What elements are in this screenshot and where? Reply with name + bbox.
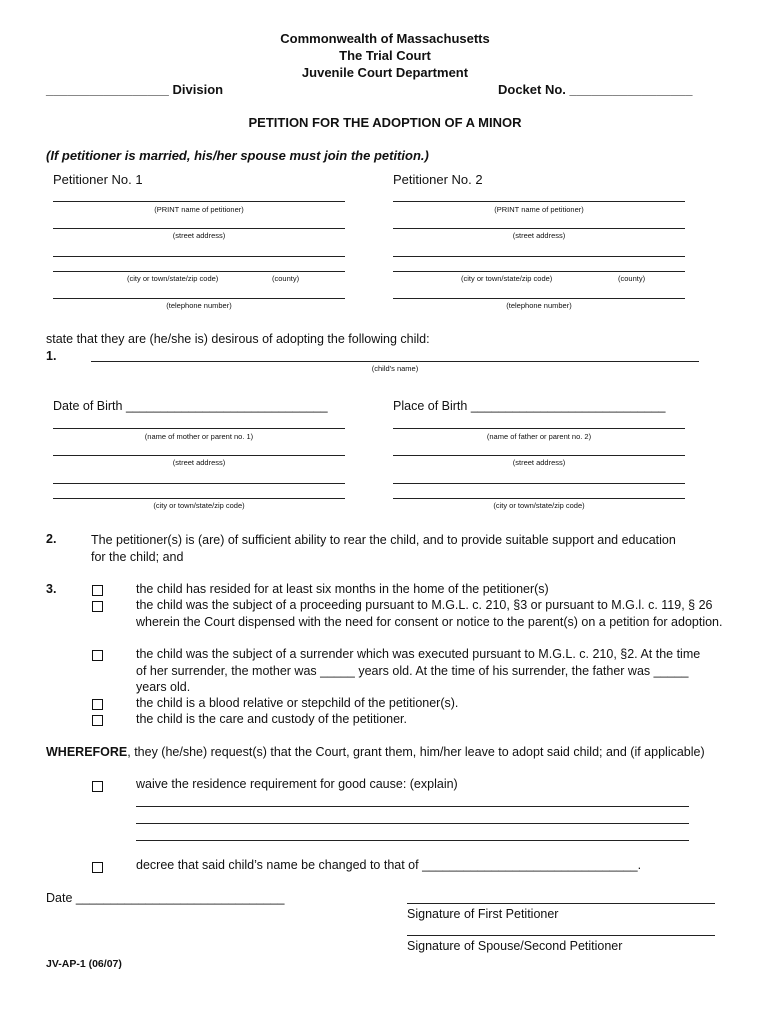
mother-city-caption: (city or town/state/zip code) bbox=[153, 501, 245, 510]
petitioner1-name-input[interactable] bbox=[53, 201, 345, 202]
child-name-input[interactable] bbox=[91, 361, 699, 362]
intro-statement: state that they are (he/she is) desirous of adopting the following child: bbox=[46, 332, 430, 346]
date-field[interactable]: Date ______________________________ bbox=[46, 891, 285, 905]
mother-name-input[interactable] bbox=[53, 428, 345, 429]
waive-residence-label: waive the residence requirement for good cause: (explain) bbox=[136, 777, 458, 791]
checkbox-custody[interactable] bbox=[92, 713, 103, 731]
checkbox-icon bbox=[92, 781, 103, 792]
checkbox-icon bbox=[92, 650, 103, 661]
place-of-birth-field[interactable]: Place of Birth ____________________________ bbox=[393, 399, 666, 413]
checkbox-name-change[interactable] bbox=[92, 860, 103, 878]
father-city-caption: (city or town/state/zip code) bbox=[493, 501, 585, 510]
second-signature-line[interactable] bbox=[407, 935, 715, 936]
petitioner2-street-input[interactable] bbox=[393, 228, 685, 229]
father-city-input[interactable] bbox=[393, 498, 685, 499]
petitioner1-phone-input[interactable] bbox=[53, 298, 345, 299]
petitioner2-city-input[interactable] bbox=[393, 271, 685, 272]
father-street-caption: (street address) bbox=[512, 458, 566, 467]
checkbox-icon bbox=[92, 585, 103, 596]
petitioner2-phone-input[interactable] bbox=[393, 298, 685, 299]
docket-field[interactable]: Docket No. _________________ bbox=[498, 82, 693, 97]
checkbox-proceeding[interactable] bbox=[92, 599, 103, 617]
petitioner2-phone-caption: (telephone number) bbox=[506, 301, 572, 310]
mother-street-input[interactable] bbox=[53, 455, 345, 456]
division-field[interactable]: _________________ Division bbox=[46, 82, 224, 97]
child-name-caption: (child's name) bbox=[371, 364, 419, 373]
page-title: PETITION FOR THE ADOPTION OF A MINOR bbox=[248, 115, 522, 130]
wherefore-clause bbox=[46, 744, 726, 761]
father-street-input[interactable] bbox=[393, 455, 685, 456]
mother-street-caption: (street address) bbox=[172, 458, 226, 467]
father-name-input[interactable] bbox=[393, 428, 685, 429]
checkbox-surrender[interactable] bbox=[92, 648, 103, 666]
father-address-line2-input[interactable] bbox=[393, 483, 685, 484]
petitioner2-street-caption: (street address) bbox=[512, 231, 566, 240]
explain-line-1[interactable] bbox=[136, 806, 689, 807]
petitioner1-street-caption: (street address) bbox=[172, 231, 226, 240]
option-custody: the child is the care and custody of the petitioner. bbox=[136, 712, 408, 726]
father-name-caption: (name of father or parent no. 2) bbox=[486, 432, 592, 441]
item2-text: The petitioner(s) is (are) of sufficient ability to rear the child, and to provide suitable support and education for the child; and bbox=[91, 533, 676, 564]
petitioner2-name-input[interactable] bbox=[393, 201, 685, 202]
explain-line-2[interactable] bbox=[136, 823, 689, 824]
checkbox-icon bbox=[92, 862, 103, 873]
option-resided: the child has resided for at least six months in the home of the petitioner(s) bbox=[136, 582, 549, 596]
header-line3: Juvenile Court Department bbox=[301, 65, 469, 80]
wherefore-lead: WHEREFORE bbox=[46, 745, 128, 759]
petitioner1-heading: Petitioner No. 1 bbox=[53, 172, 143, 187]
mother-name-caption: (name of mother or parent no. 1) bbox=[144, 432, 254, 441]
item1-number: 1. bbox=[46, 349, 57, 363]
petitioner2-county-caption: (county) bbox=[618, 274, 646, 283]
first-signature-label: Signature of First Petitioner bbox=[407, 907, 559, 921]
wherefore-text: , they (he/she) request(s) that the Court, grant them, him/her leave to adopt said child; and (if applicable) bbox=[127, 745, 705, 759]
checkbox-icon bbox=[92, 601, 103, 612]
checkbox-waive-residence[interactable] bbox=[92, 779, 103, 797]
mother-address-line2-input[interactable] bbox=[53, 483, 345, 484]
petitioner2-name-caption: (PRINT name of petitioner) bbox=[494, 205, 584, 214]
second-signature-label: Signature of Spouse/Second Petitioner bbox=[407, 939, 623, 953]
option-surrender: the child was the subject of a surrender which was executed pursuant to M.G.L. c. 210, §2. At the time of her surrender, the mother was _____ years old. At the time of his surrender, the father was _____ years old. bbox=[136, 647, 701, 694]
petitioner1-name-caption: (PRINT name of petitioner) bbox=[154, 205, 244, 214]
form-id: JV-AP-1 (06/07) bbox=[46, 958, 122, 970]
petitioner1-street-input[interactable] bbox=[53, 228, 345, 229]
item3-number: 3. bbox=[46, 582, 57, 596]
name-change-field[interactable]: decree that said child’s name be changed to that of _______________________________. bbox=[136, 858, 642, 872]
header-line2: The Trial Court bbox=[339, 48, 431, 63]
petitioner1-county-caption: (county) bbox=[272, 274, 300, 283]
header-line1: Commonwealth of Massachusetts bbox=[280, 31, 490, 46]
petitioner2-city-caption: (city or town/state/zip code) bbox=[461, 274, 553, 283]
option-proceeding: the child was the subject of a proceeding pursuant to M.G.L. c. 210, §3 or pursuant to M.G.l. c. 119, § 26 wherein the Court dispensed with the need for consent or notice to the parent(s) on a petition for adoption. bbox=[136, 598, 723, 629]
petitioner1-city-caption: (city or town/state/zip code) bbox=[127, 274, 219, 283]
explain-line-3[interactable] bbox=[136, 840, 689, 841]
petitioner1-city-input[interactable] bbox=[53, 271, 345, 272]
mother-city-input[interactable] bbox=[53, 498, 345, 499]
first-signature-line[interactable] bbox=[407, 903, 715, 904]
petitioner1-address-line2-input[interactable] bbox=[53, 256, 345, 257]
date-of-birth-field[interactable]: Date of Birth _____________________________ bbox=[53, 399, 328, 413]
checkbox-icon bbox=[92, 699, 103, 710]
spouse-note: (If petitioner is married, his/her spouse must join the petition.) bbox=[46, 148, 429, 163]
petitioner1-phone-caption: (telephone number) bbox=[166, 301, 232, 310]
item2-number: 2. bbox=[46, 532, 57, 546]
checkbox-icon bbox=[92, 715, 103, 726]
petitioner2-address-line2-input[interactable] bbox=[393, 256, 685, 257]
option-blood-relative: the child is a blood relative or stepchild of the petitioner(s). bbox=[136, 696, 459, 710]
petitioner2-heading: Petitioner No. 2 bbox=[393, 172, 483, 187]
